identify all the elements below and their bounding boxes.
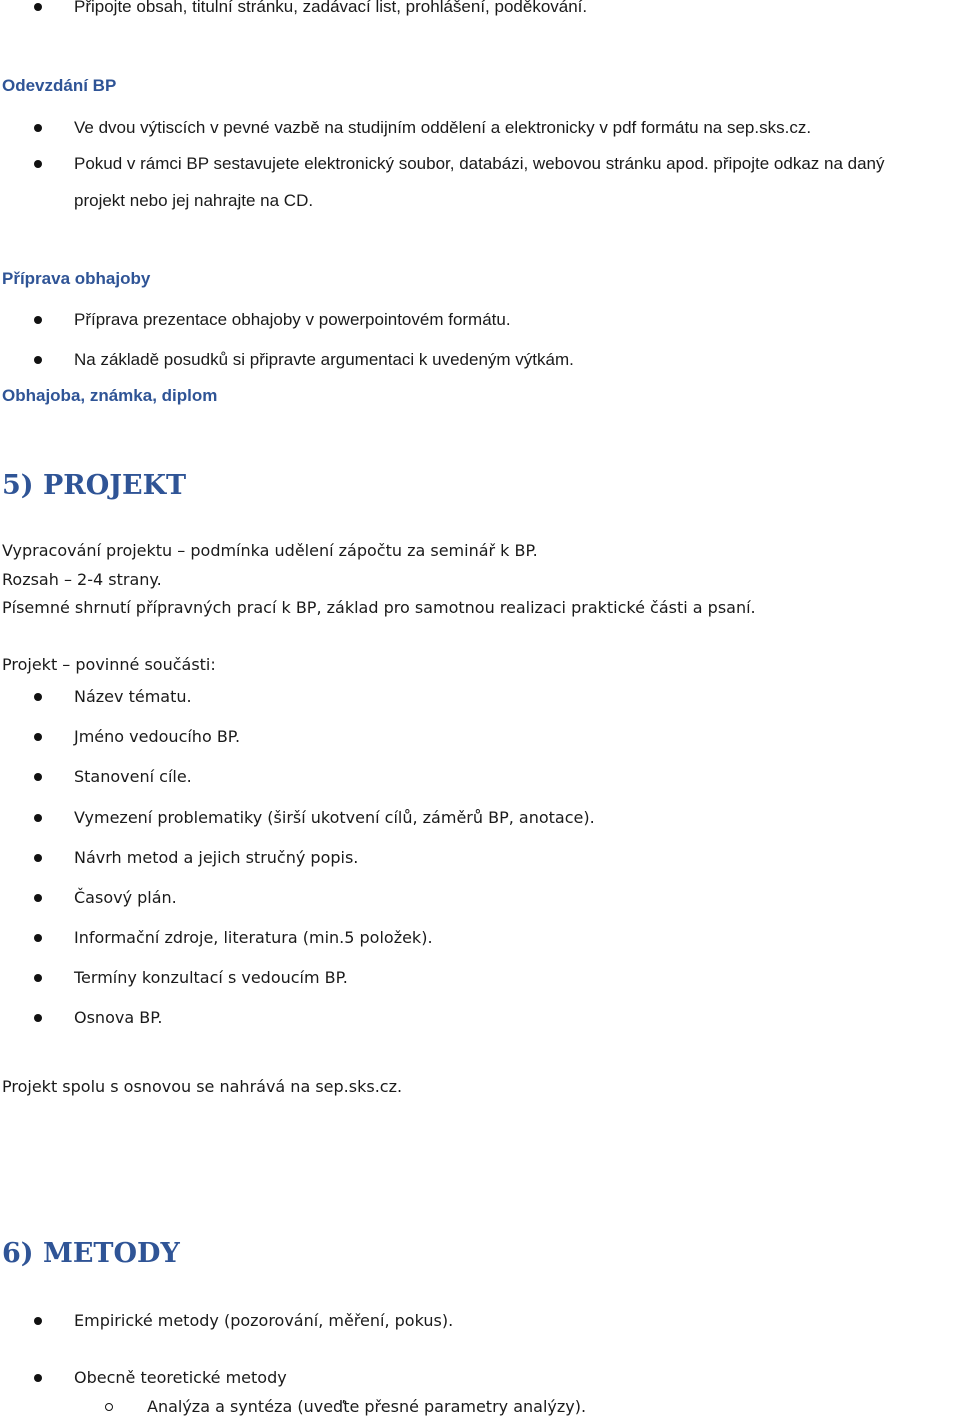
bullet-icon xyxy=(34,854,42,862)
list-item-text: Na základě posudků si připravte argumentaci k uvedeným výtkám. xyxy=(74,350,574,369)
list-item-text: Příprava prezentace obhajoby v powerpointovém formátu. xyxy=(74,310,511,329)
bullet-icon xyxy=(34,733,42,741)
bullet-icon xyxy=(34,894,42,902)
chapter-heading-projekt: 5) PROJEKT xyxy=(2,470,187,501)
bullet-icon xyxy=(34,1014,42,1022)
list-item-text: Vymezení problematiky (širší ukotvení cílů, záměrů BP, anotace). xyxy=(74,808,595,827)
list-item-text: Návrh metod a jejich stručný popis. xyxy=(74,848,359,867)
bullet-icon xyxy=(34,934,42,942)
bullet-icon xyxy=(34,814,42,822)
bullet-icon xyxy=(34,773,42,781)
section-heading-odevzdani: Odevzdání BP xyxy=(2,76,117,95)
upload-note: Projekt spolu s osnovou se nahrává na sep.sks.cz. xyxy=(2,1077,403,1096)
paragraph-line: Písemné shrnutí přípravných prací k BP, základ pro samotnou realizaci praktické části a psaní. xyxy=(2,598,756,617)
section-heading-priprava: Příprava obhajoby xyxy=(2,269,151,288)
bullet-icon xyxy=(34,124,42,132)
list-item-text: Stanovení cíle. xyxy=(74,767,192,786)
bullet-icon xyxy=(34,3,42,11)
list-item-text: projekt nebo jej nahrajte na CD. xyxy=(74,191,314,210)
list-item-text: Informační zdroje, literatura (min.5 položek). xyxy=(74,928,433,947)
bullet-icon xyxy=(34,1374,42,1382)
bullet-icon xyxy=(34,1317,42,1325)
bullet-icon xyxy=(34,160,42,168)
circle-bullet-icon xyxy=(105,1403,113,1411)
bullet-icon xyxy=(34,356,42,364)
list-item-text: Empirické metody (pozorování, měření, pokus). xyxy=(74,1311,454,1330)
bullet-icon xyxy=(34,693,42,701)
list-item-text: Název tématu. xyxy=(74,687,192,706)
paragraph-line: Rozsah – 2-4 strany. xyxy=(2,570,162,589)
list-item-text: Pokud v rámci BP sestavujete elektronický soubor, databázi, webovou stránku apod. připojte odkaz na daný xyxy=(74,154,885,173)
components-label: Projekt – povinné součásti: xyxy=(2,655,216,674)
sub-list-item-text: Analýza a syntéza (uveďte přesné parametry analýzy). xyxy=(147,1397,587,1416)
list-item-text: Jméno vedoucího BP. xyxy=(74,727,241,746)
bullet-icon xyxy=(34,974,42,982)
list-item-text: Termíny konzultací s vedoucím BP. xyxy=(74,968,348,987)
list-item-text: Obecně teoretické metody xyxy=(74,1368,287,1387)
bullet-icon xyxy=(34,316,42,324)
list-item-text: Ve dvou výtiscích v pevné vazbě na studijním oddělení a elektronicky v pdf formátu na sep.sks.cz. xyxy=(74,118,812,137)
chapter-heading-metody: 6) METODY xyxy=(2,1238,180,1269)
list-item-text: Osnova BP. xyxy=(74,1008,163,1027)
list-item-text: Časový plán. xyxy=(74,888,177,907)
list-item-text: Připojte obsah, titulní stránku, zadávací list, prohlášení, poděkování. xyxy=(74,0,588,16)
section-heading-obhajoba: Obhajoba, známka, diplom xyxy=(2,386,218,405)
paragraph-line: Vypracování projektu – podmínka udělení zápočtu za seminář k BP. xyxy=(2,541,538,560)
